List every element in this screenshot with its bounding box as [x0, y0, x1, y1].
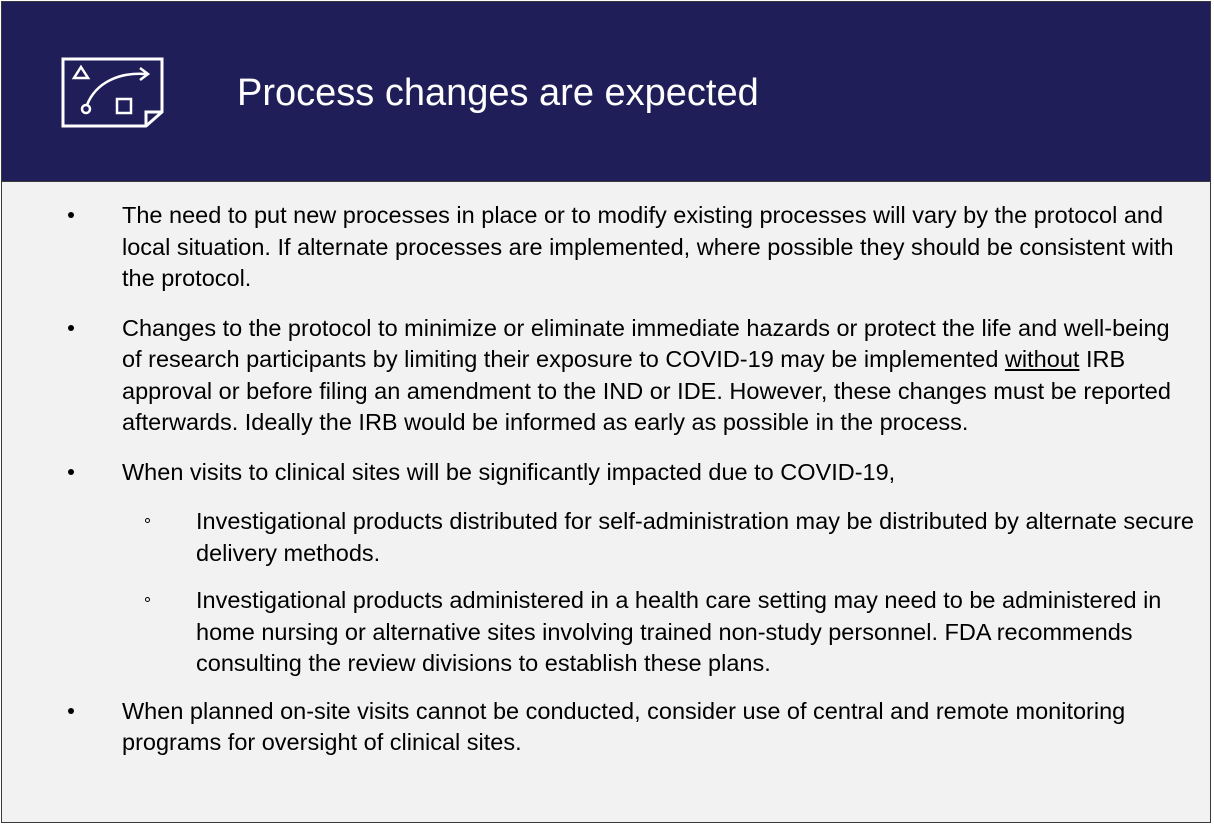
bullet-icon	[68, 212, 74, 218]
list-item-text: When visits to clinical sites will be significantly impacted due to COVID-19,	[122, 458, 896, 485]
header-banner	[2, 2, 1210, 182]
list-item-text-after: IRB approval or before filing an amendment to the IND or IDE. However, these changes must be reported afterwards. Ideally the IRB would be informed as early as possible in the process.	[122, 346, 1171, 435]
sub-list-item	[2, 506, 1210, 569]
page-title: Process changes are expected	[237, 72, 759, 114]
list-item-text: When planned on-site visits cannot be conducted, consider use of central and remote monitoring programs for oversight of clinical sites.	[122, 697, 1126, 755]
list-item	[2, 696, 1210, 759]
strategy-plan-icon	[60, 56, 166, 130]
bullet-list	[2, 200, 1210, 777]
slide	[1, 1, 1211, 823]
bullet-icon	[68, 469, 74, 475]
sub-list	[2, 506, 1210, 680]
hollow-bullet-icon	[145, 597, 150, 602]
hollow-bullet-icon	[145, 518, 150, 523]
list-item	[2, 313, 1210, 439]
sub-list-item-text: Investigational products distributed for self-administration may be distributed by alternate secure delivery methods.	[196, 508, 1194, 566]
list-item-text: The need to put new processes in place or to modify existing processes will vary by the protocol and local situation. If alternate processes are implemented, where possible they should be consistent with the protocol.	[122, 202, 1174, 291]
underlined-word: without	[1004, 346, 1080, 372]
list-item	[2, 200, 1210, 295]
sub-list-item	[2, 585, 1210, 680]
list-item-text-before: Changes to the protocol to minimize or eliminate immediate hazards or protect the life and well-being of research participants by limiting their exposure to COVID-19 may be implemented	[122, 314, 1170, 372]
list-item	[2, 457, 1210, 489]
bullet-icon	[68, 708, 74, 714]
bullet-icon	[68, 325, 74, 331]
sub-list-item-text: Investigational products administered in a health care setting may need to be administered in home nursing or alternative sites involving trained non-study personnel. FDA recommends consulting the review divisions to establish these plans.	[196, 587, 1162, 676]
